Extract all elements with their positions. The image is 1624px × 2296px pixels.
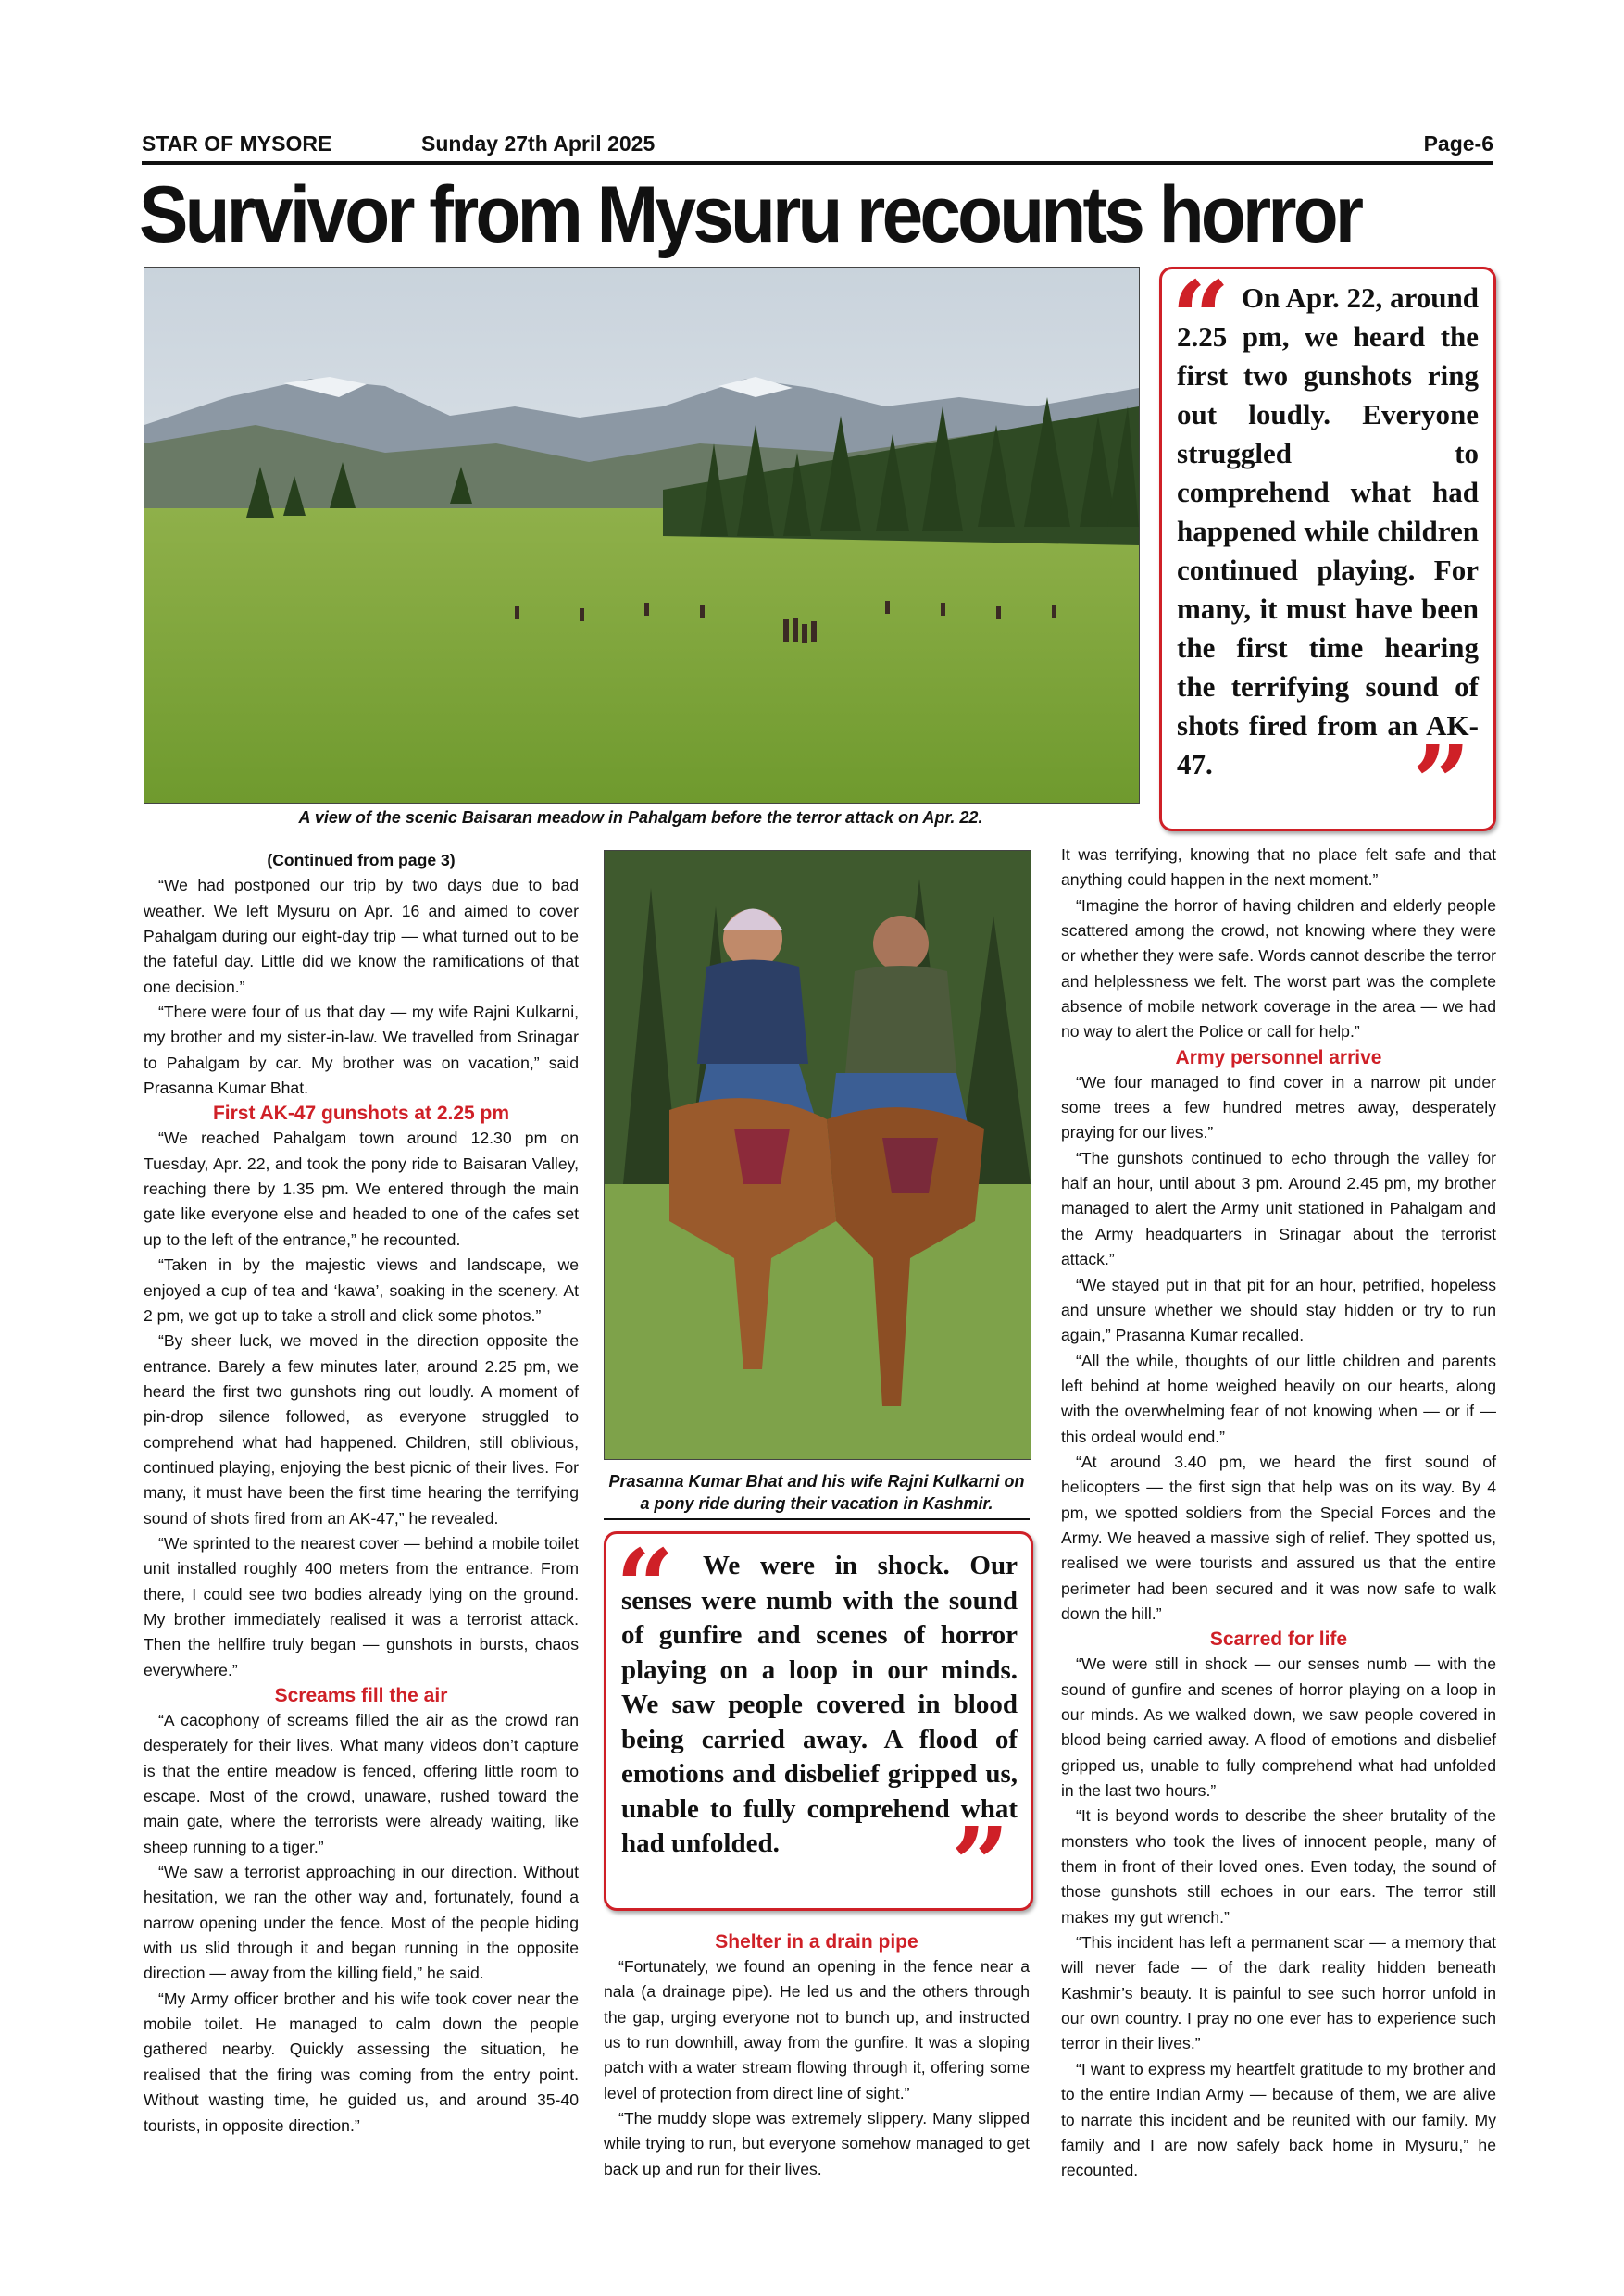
meadow-photo-caption: A view of the scenic Baisaran meadow in Pahalgam before the terror attack on Apr. 22. <box>298 808 983 827</box>
issue-date: Sunday 27th April 2025 <box>421 131 656 156</box>
subheading: Shelter in a drain pipe <box>715 1931 918 1953</box>
column-body <box>604 1929 1030 2182</box>
close-quote-icon: ” <box>1412 723 1471 842</box>
paragraph: “By sheer luck, we moved in the direction opposite the entrance. Barely a few minutes later, around 2.25 pm, we heard the first two gunshots ring out loudly. A moment of pin-drop silence followed, as everyone struggled to comprehend what had happened. Children, still oblivious, continued playing, enjoying the best picnic of their lives. For many, it must have been the first time hearing the terrifying sound of shots fired from an AK-47,” he revealed. <box>144 1331 579 1528</box>
paragraph: “A cacophony of screams filled the air as the crowd ran desperately for their lives. What many videos don’t capture is that the entire meadow is fenced, offering little room to escape. Most of the crowd, unaware, rushed toward the main gate, where the terrorists were already waiting, like sheep running to a tiger.” <box>144 1711 579 1856</box>
newspaper-name: STAR OF MYSORE <box>142 131 332 156</box>
paragraph: “It is beyond words to describe the sheer brutality of the monsters who took the lives of innocent people, many of them in front of their loved ones. Even today, the sound of those gunshots still echoes in our ears. The terror still makes my gut wrench.” <box>1061 1806 1496 1927</box>
close-quote-icon: ” <box>951 1804 1010 1924</box>
pony-ride-image <box>605 851 1031 1459</box>
paragraph: It was terrifying, knowing that no place felt safe and that anything could happen in the next moment.” <box>1061 845 1496 890</box>
subheading: Scarred for life <box>1209 1628 1348 1651</box>
subheading: First AK-47 gunshots at 2.25 pm <box>212 1103 510 1125</box>
pull-quote-text: We were in shock. Our senses were numb with the sound of gunfire and scenes of horror playing on a loop in our minds. We saw people covered in blood being carried away. A flood of emotions and disbelief gripped us, unable to fully comprehend what had unfolded. <box>621 1551 1018 1858</box>
paragraph: “At around 3.40 pm, we heard the first sound of helicopters — the first sign that help was on its way. By 4 pm, we spotted soldiers from the Special Forces and the Army. We heaved a massive sigh of relief. They spotted us, realised we were tourists and assured us that the entire perimeter had been secured and it was now safe to walk down the hill.” <box>1061 1452 1496 1623</box>
headline: Survivor from Mysuru recounts horror <box>139 170 1361 259</box>
article-column-1 <box>144 848 579 2139</box>
subheading: Screams fill the air <box>274 1685 448 1706</box>
paragraph: “All the while, thoughts of our little children and parents left behind at home weighed heavily on our hearts, along with the overwhelming fear of not knowing when — or if — this ordeal would end.” <box>1061 1351 1496 1446</box>
paragraph: “We had postponed our trip by two days due to bad weather. We left Mysuru on Apr. 16 and aimed to cover Pahalgam during our eight-day trip — what turned out to be the fateful day. Little did we know the ramifications of that one decision.” <box>144 876 579 996</box>
column-body <box>144 873 579 2139</box>
paragraph: “We sprinted to the nearest cover — behind a mobile toilet unit installed roughly 400 meters from the entrance. From there, I could see two bodies already lying on the ground. My brother immediately realised it was a terrorist attack. Then the hellfire truly began — gunshots in bursts, chaos everywhere.” <box>144 1533 579 1679</box>
paragraph: “My Army officer brother and his wife took cover near the mobile toilet. He managed to calm down the people gathered nearby. Quickly assessing the situation, he realised that the firing was coming from the entry point. Without wasting time, he guided us, and around 35-40 tourists, in opposite direction.” <box>144 1989 579 2135</box>
paragraph: “We stayed put in that pit for an hour, petrified, hopeless and unsure whether we should stay hidden or try to run again,” Prasanna Kumar recalled. <box>1061 1275 1496 1345</box>
continued-note: (Continued from page 3) <box>267 851 456 869</box>
paragraph: “We saw a terrorist approaching in our direction. Without hesitation, we ran the other way and, fortunately, found a narrow opening under the fence. Most of the people hiding with us slid through it and began running in the opposite direction — away from the killing field,” he said. <box>144 1863 579 1983</box>
paragraph: “Fortunately, we found an opening in the fence near a nala (a drainage pipe). He led us and the others through the gap, urging everyone not to bunch up, and instructed us to run downhill, away from the gunfire. It was a sloping patch with a water stream flowing through it, offering some level of protection from direct line of sight.” <box>604 1957 1030 2103</box>
article-column-3 <box>1061 842 1496 2184</box>
couple-photo-caption: Prasanna Kumar Bhat and his wife Rajni Kulkarni on a pony ride during their vacation in Kashmir. <box>608 1472 1025 1513</box>
paragraph: “The gunshots continued to echo through the valley for half an hour, until about 3 pm. Around 2.45 pm, my brother managed to alert the Army unit stationed in Pahalgam and the Army headquarters in Srinagar about the terrorist attack.” <box>1061 1148 1496 1269</box>
paragraph: “There were four of us that day — my wife Rajni Kulkarni, my brother and my sister-in-law. We travelled from Srinagar to Pahalgam by car. My brother was on vacation,” said Prasanna Kumar Bhat. <box>144 1003 579 1098</box>
pull-quote-top <box>1159 258 1496 842</box>
paragraph: “I want to express my heartfelt gratitude to my brother and to the entire Indian Army — because of them, we are alive to narrate this incident and be reunited with our family. My family and I are now safely back home in Mysuru,” he recounted. <box>1061 2059 1496 2180</box>
meadow-photo <box>144 267 1140 804</box>
page-number: Page-6 <box>1423 131 1493 156</box>
pull-quote-middle <box>604 1527 1033 1924</box>
masthead <box>142 130 1493 165</box>
article-column-2 <box>604 1929 1030 2182</box>
open-quote-icon: “ <box>1171 258 1230 378</box>
open-quote-icon: “ <box>616 1527 675 1646</box>
paragraph: “We four managed to find cover in a narrow pit under some trees a few hundred metres away, desperately praying for our lives.” <box>1061 1072 1496 1142</box>
paragraph: “Imagine the horror of having children and elderly people scattered among the crowd, not knowing where they were or whether they were safe. Words cannot describe the terror and helplessness we felt. The worst part was the complete absence of mobile network coverage in the area — we had no way to alert the Police or call for help.” <box>1061 895 1496 1042</box>
column-body <box>1061 842 1496 2184</box>
paragraph: “The muddy slope was extremely slippery. Many slipped while trying to run, but everyone somehow managed to get back up and run for their lives. <box>604 2109 1030 2178</box>
paragraph: “We reached Pahalgam town around 12.30 pm on Tuesday, Apr. 22, and took the pony ride to Baisaran Valley, reaching there by 1.35 pm. We entered through the main gate like everyone else and headed to one of the cafes set up to the left of the entrance,” he recounted. <box>144 1129 579 1249</box>
pull-quote-text: On Apr. 22, around 2.25 pm, we heard the first two gunshots ring out loudly. Everyone struggled to comprehend what had happened while children continued playing. For many, it must have been the first time hearing the terrifying sound of shots fired from an AK-47. <box>1177 281 1479 780</box>
paragraph: “This incident has left a permanent scar — a memory that will never fade — of the dark reality hidden beneath Kashmir’s beauty. It is painful to see such horror unfold in our own country. I pray no one ever has to experience such terror in their lives.” <box>1061 1933 1496 2053</box>
caption-divider <box>604 1518 1030 1520</box>
subheading: Army personnel arrive <box>1175 1046 1382 1068</box>
paragraph: “Taken in by the majestic views and landscape, we enjoyed a cup of tea and ‘kawa’, soaking in the scenery. At 2 pm, we got up to take a stroll and click some photos.” <box>144 1255 579 1325</box>
meadow-image <box>144 268 1139 803</box>
paragraph: “We were still in shock — our senses numb — with the sound of gunfire and scenes of horror playing on a loop in our minds. As we walked down, we saw people covered in blood being carried away. A flood of emotions and disbelief gripped us, unable to fully comprehend what had unfolded in the last two hours.” <box>1061 1654 1496 1801</box>
couple-photo <box>604 850 1031 1460</box>
